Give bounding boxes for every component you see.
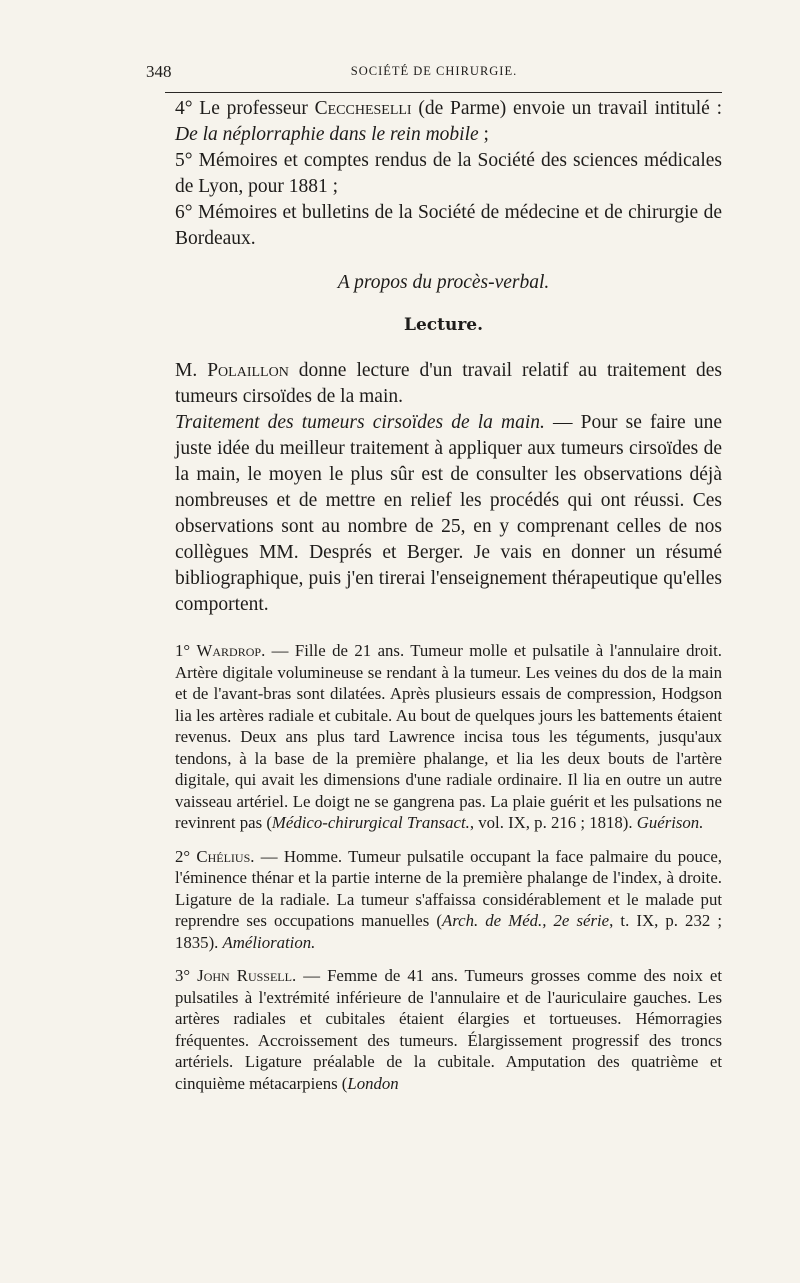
section-heading-proces-verbal: A propos du procès-verbal.: [337, 272, 550, 293]
observation-result: Amélioration.: [222, 932, 316, 952]
running-header: [146, 62, 722, 84]
list-item-5: 5° Mémoires et comptes rendus de la Société des sciences médicales de Lyon, pour 1881 ;: [175, 150, 722, 197]
running-title: SOCIÉTÉ DE CHIRURGIE.: [350, 64, 518, 78]
observation-3: 3° John Russell. — Femme de 41 ans. Tumeurs grosses comme des noix et pulsatiles à l'extrémité inférieure de l'annulaire et de l'auriculaire gauches. Les artères radiales et cubitales étaient élargies et tortueuses. Hémorragies fréquentes. Accroissement des tumeurs. Élargissement progressif des troncs artériels. Ligature préalable de la cubitale. Amputation des quatrième et cinquième métacarpiens (London: [175, 966, 723, 1093]
list-item-4: 4° Le professeur Ceccheselli (de Parme) envoie un travail intitulé : De la néplorraphie dans le rein mobile ;: [175, 98, 722, 145]
page-number: 348: [146, 62, 172, 81]
author-name: Wardrop: [196, 641, 262, 660]
paper-title: Traitement des tumeurs cirsoïdes de la main.: [175, 412, 545, 433]
list-item-6: 6° Mémoires et bulletins de la Société de médecine et de chirurgie de Bordeaux.: [175, 202, 722, 249]
lecture-intro-paragraph: M. Polaillon donne lecture d'un travail relatif au traitement des tumeurs cirsoïdes de la main.: [175, 360, 722, 407]
page-body: [165, 96, 722, 1094]
author-name: John Russell: [197, 966, 292, 985]
section-heading-lecture: Lecture.: [403, 315, 484, 335]
author-name: Polaillon: [207, 360, 289, 381]
observation-2: 2° Chélius. — Homme. Tumeur pulsatile occupant la face palmaire du pouce, l'éminence thénar et la partie interne de la première phalange de l'index, à droite. Ligature de la radiale. La tumeur s'affaissa considérablement et le malade put reprendre ses occupations manuelles (Arch. de Méd., 2e série, t. IX, p. 232 ; 1835). Amélioration.: [175, 846, 722, 952]
author-name: Chélius: [196, 846, 251, 866]
work-title: De la néplorraphie dans le rein mobile: [175, 124, 479, 145]
header-rule: [165, 92, 722, 93]
author-name: Ceccheselli: [314, 98, 412, 119]
observation-1: 1° Wardrop. — Fille de 21 ans. Tumeur molle et pulsatile à l'annulaire droit. Artère digitale volumineuse se rendant à la tumeur. Les veines du dos de la main et de l'avant-bras sont dilatées. Après plusieurs essais de compression, Hodgson lia les artères radiale et cubitale. Au bout de quelques jours les battements étaient revenus. Deux ans plus tard Lawrence incisa tous les téguments, jusqu'aux tendons, à la base de la première phalange, et lia les deux bouts de l'artère digitale, qui avait les dimensions d'une radiale ordinaire. Il lia en outre un autre vaisseau artériel. Le doigt ne se gangrena pas. La plaie guérit et les pulsations ne revinrent pas (Médico-chirurgical Transact., vol. IX, p. 216 ; 1818). Guérison.: [175, 641, 723, 832]
observation-result: Guérison.: [636, 813, 704, 832]
lecture-main-paragraph: Traitement des tumeurs cirsoïdes de la main. — Pour se faire une juste idée du meilleur traitement à appliquer aux tumeurs cirsoïdes de la main, le moyen le plus sûr est de consulter les observations déjà nombreuses et de mettre en relief les procédés qui ont réussi. Ces observations sont au nombre de 25, en y comprenant celles de nos collègues MM. Després et Berger. Je vais en donner un résumé bibliographique, puis j'en tirerai l'enseignement thérapeutique qu'elles comportent.: [175, 412, 722, 615]
